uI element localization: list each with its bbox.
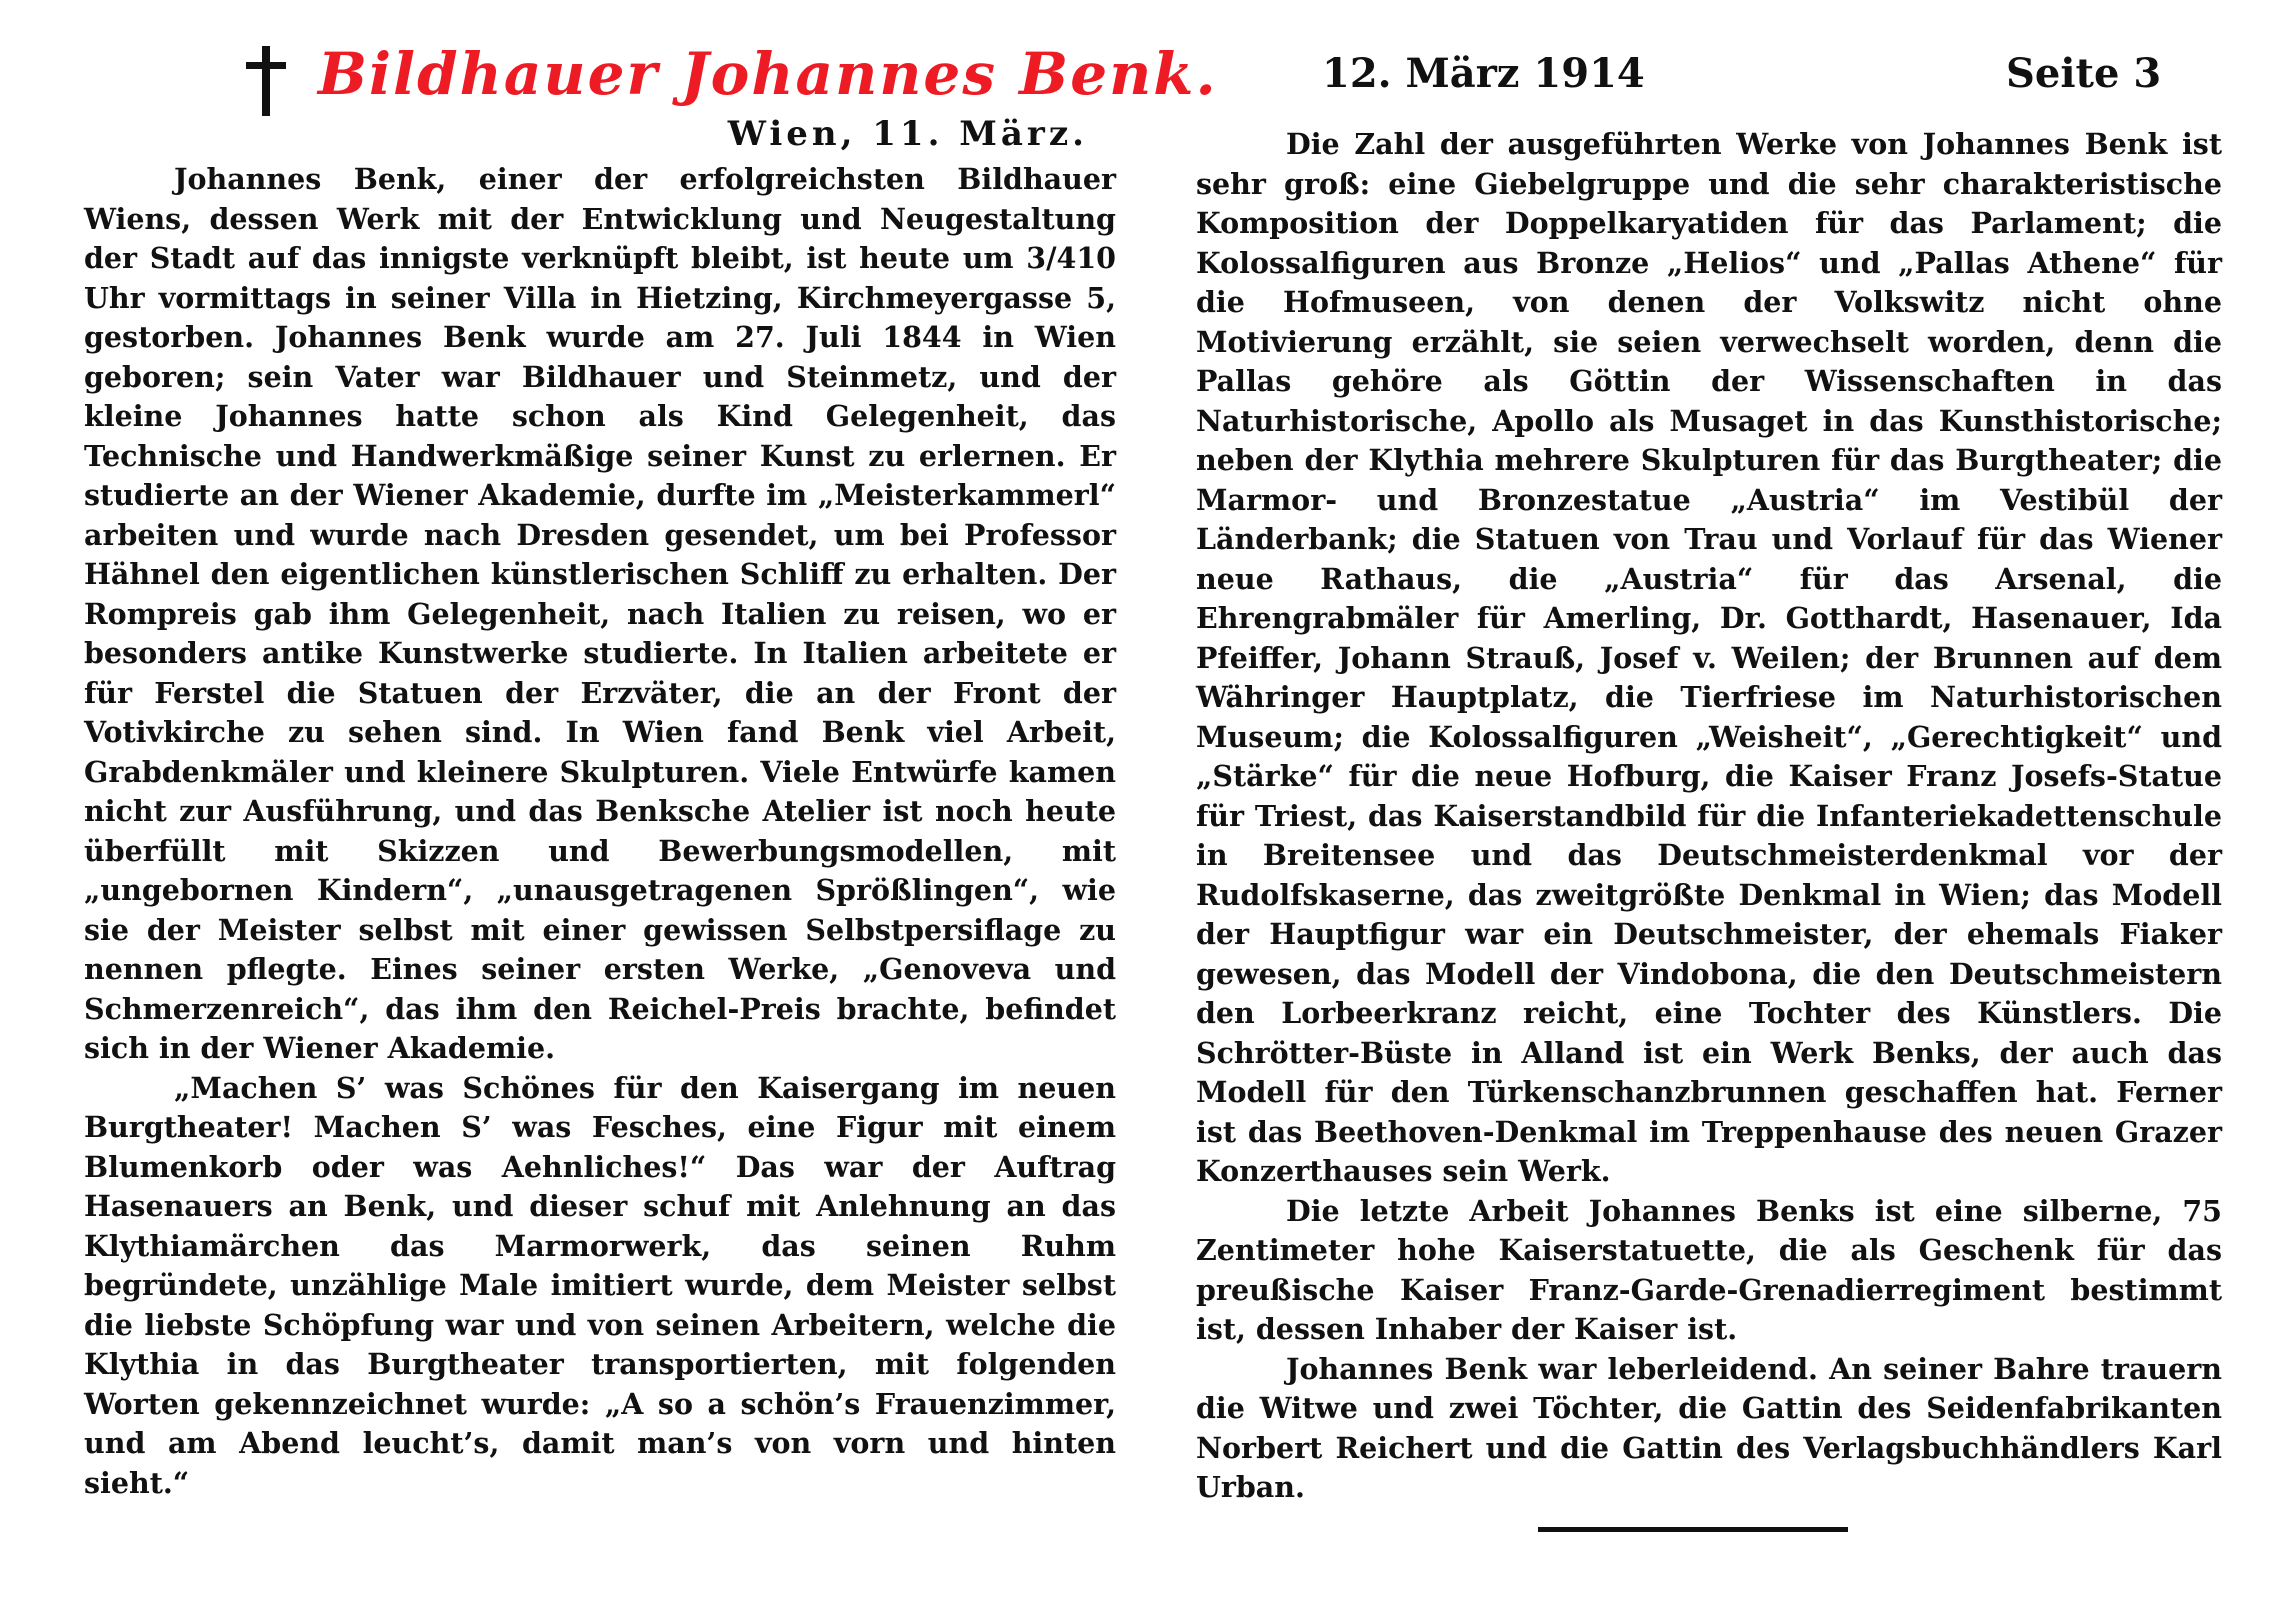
place-date-line: Wien, 11. März. xyxy=(727,114,1088,154)
issue-date: 12. März 1914 xyxy=(1322,50,1645,97)
obituary-cross-icon xyxy=(246,46,286,116)
paragraph: Die letzte Arbeit Johannes Benks ist eine silberne, 75 Zentimeter hohe Kaiserstatuette, die als Geschenk für das preußische Kaiser Franz-Garde-Grenadierregiment bestimmt ist, dessen Inhaber der Kaiser ist. xyxy=(1196,1193,2222,1346)
left-column xyxy=(84,160,1116,1503)
end-rule xyxy=(1538,1527,1848,1532)
paragraph: Johannes Benk, einer der erfolgreichsten Bildhauer Wiens, dessen Werk mit der Entwicklung und Neugestaltung der Stadt auf das innigste verknüpft bleibt, ist heute um 3/410 Uhr vormittags in seiner Villa in Hietzing, Kirchmeyergasse 5, gestorben. Johannes Benk wurde am 27. Juli 1844 in Wien geboren; sein Vater war Bildhauer und Steinmetz, und der kleine Johannes hatte schon als Kind Gelegenheit, das Technische und Handwerkmäßige seiner Kunst zu erlernen. Er studierte an der Wiener Akademie, durfte im „Meisterkammerl“ arbeiten und wurde nach Dresden gesendet, um bei Professor Hähnel den eigentlichen künstlerischen Schliff zu erhalten. Der Rompreis gab ihm Gelegenheit, nach Italien zu reisen, wo er besonders antike Kunstwerke studierte. In Italien arbeitete er für Ferstel die Statuen der Erzväter, die an der Front der Votivkirche zu sehen sind. In Wien fand Benk viel Arbeit, Grabdenkmäler und kleinere Skulpturen. Viele Entwürfe kamen nicht zur Ausführung, und das Benksche Atelier ist noch heute überfüllt mit Skizzen und Bewerbungsmodellen, mit „ungebornen Kindern“, „unausgetragenen Sprößlingen“, wie sie der Meister selbst mit einer gewissen Selbstpersiflage zu nennen pflegte. Eines seiner ersten Werke, „Genoveva und Schmerzenreich“, das ihm den Reichel-Preis brachte, befindet sich in der Wiener Akademie. xyxy=(84,162,1116,1065)
paragraph: Die Zahl der ausgeführten Werke von Johannes Benk ist sehr groß: eine Giebelgruppe und die sehr charakteristische Komposition der Doppelkaryatiden für das Parlament; die Kolossalfiguren aus Bronze „Helios“ und „Pallas Athene“ für die Hofmuseen, von denen der Volkswitz nicht ohne Motivierung erzählt, sie seien verwechselt worden, denn die Pallas gehöre als Göttin der Wissenschaften in das Naturhistorische, Apollo als Musaget in das Kunsthistorische; neben der Klythia mehrere Skulpturen für das Burgtheater; die Marmor- und Bronzestatue „Austria“ im Vestibül der Länderbank; die Statuen von Trau und Vorlauf für das Wiener neue Rathaus, die „Austria“ für das Arsenal, die Ehrengrabmäler für Amerling, Dr. Gotthardt, Hasenauer, Ida Pfeiffer, Johann Strauß, Josef v. Weilen; der Brunnen auf dem Währinger Hauptplatz, die Tierfriese im Naturhistorischen Museum; die Kolossalfiguren „Weisheit“, „Gerechtigkeit“ und „Stärke“ für die neue Hofburg, die Kaiser Franz Josefs-Statue für Triest, das Kaiserstandbild für die Infanteriekadettenschule in Breitensee und das Deutschmeisterdenkmal vor der Rudolfskaserne, das zweitgrößte Denkmal in Wien; das Modell der Hauptfigur war ein Deutschmeister, der ehemals Fiaker gewesen, das Modell der Vindobona, die den Deutschmeistern den Lorbeerkranz reicht, eine Tochter des Künstlers. Die Schrötter-Büste in Alland ist ein Werk Benks, der auch das Modell für den Türkenschanzbrunnen geschaffen hat. Ferner ist das Beethoven-Denkmal im Treppenhause des neuen Grazer Konzerthauses sein Werk. xyxy=(1196,127,2222,1188)
headline: Bildhauer Johannes Benk. xyxy=(318,40,1218,108)
right-column xyxy=(1196,125,2222,1508)
page-number: Seite 3 xyxy=(2006,50,2162,97)
paragraph: Johannes Benk war leberleidend. An seiner Bahre trauern die Witwe und zwei Töchter, die Gattin des Seidenfabrikanten Norbert Reichert und die Gattin des Verlagsbuchhändlers Karl Urban. xyxy=(1196,1351,2222,1504)
paragraph: „Machen S’ was Schönes für den Kaisergang im neuen Burgtheater! Machen S’ was Fesches, eine Figur mit einem Blumenkorb oder was Aehnliches!“ Das war der Auftrag Hasenauers an Benk, und dieser schuf mit Anlehnung an das Klythiamärchen das Marmorwerk, das seinen Ruhm begründete, unzählige Male imitiert wurde, dem Meister selbst die liebste Schöpfung war und von seinen Arbeitern, welche die Klythia in das Burgtheater transportierten, mit folgenden Worten gekennzeichnet wurde: „A so a schön’s Frauenzimmer, und am Abend leucht’s, damit man’s von vorn und hinten sieht.“ xyxy=(84,1070,1116,1500)
